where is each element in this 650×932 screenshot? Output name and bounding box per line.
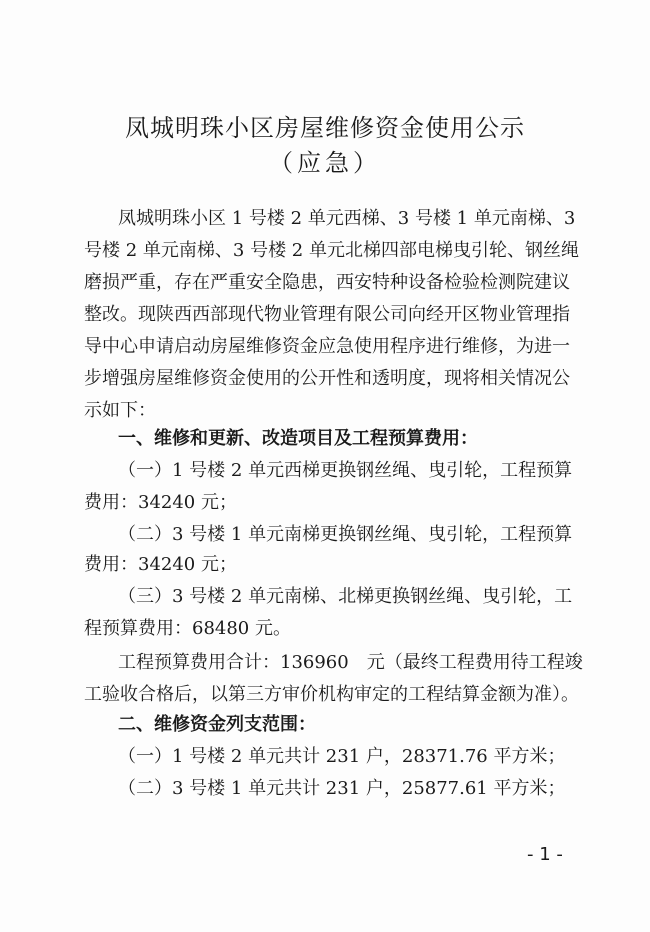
paragraph-line: 号楼 2 单元南梯、3 号楼 2 单元北梯四部电梯曳引轮、钢丝绳 <box>84 240 579 261</box>
page-number: - 1 - <box>527 844 563 865</box>
scope-item: （二）3 号楼 1 单元共计 231 户，25877.61 平方米； <box>118 778 566 799</box>
section-heading: 一、维修和更新、改造项目及工程预算费用： <box>118 428 478 449</box>
paragraph-line: 磨损严重，存在严重安全隐患，西安特种设备检验检测院建议 <box>84 272 570 293</box>
document-title: 凤城明珠小区房屋维修资金使用公示 <box>125 114 525 142</box>
list-item: 程预算费用：68480 元。 <box>84 618 291 639</box>
list-item: （三）3 号楼 2 单元南梯、北梯更换钢丝绳、曳引轮，工 <box>118 586 573 607</box>
list-item: （一）1 号楼 2 单元西梯更换钢丝绳、曳引轮，工程预算 <box>118 460 573 481</box>
list-item: 费用：34240 元； <box>84 554 237 575</box>
list-item: （二）3 号楼 1 单元南梯更换钢丝绳、曳引轮，工程预算 <box>118 524 573 545</box>
total-line: 工程预算费用合计：136960 元（最终工程费用待工程竣 <box>118 652 583 673</box>
list-item: 费用：34240 元； <box>84 492 237 513</box>
paragraph-line: 示如下： <box>84 400 156 421</box>
paragraph-line: 凤城明珠小区 1 号楼 2 单元西梯、3 号楼 1 单元南梯、3 <box>118 208 576 229</box>
section-heading: 二、维修资金列支范围： <box>118 714 316 735</box>
document-subtitle: （应急） <box>269 149 381 177</box>
paragraph-line: 整改。现陕西西部现代物业管理有限公司向经开区物业管理指 <box>84 304 570 325</box>
scope-item: （一）1 号楼 2 单元共计 231 户，28371.76 平方米； <box>118 746 566 767</box>
paragraph-line: 步增强房屋维修资金使用的公开性和透明度，现将相关情况公 <box>84 368 570 389</box>
total-line: 工验收合格后，以第三方审价机构审定的工程结算金额为准）。 <box>84 684 579 705</box>
paragraph-line: 导中心申请启动房屋维修资金应急使用程序进行维修，为进一 <box>84 336 570 357</box>
